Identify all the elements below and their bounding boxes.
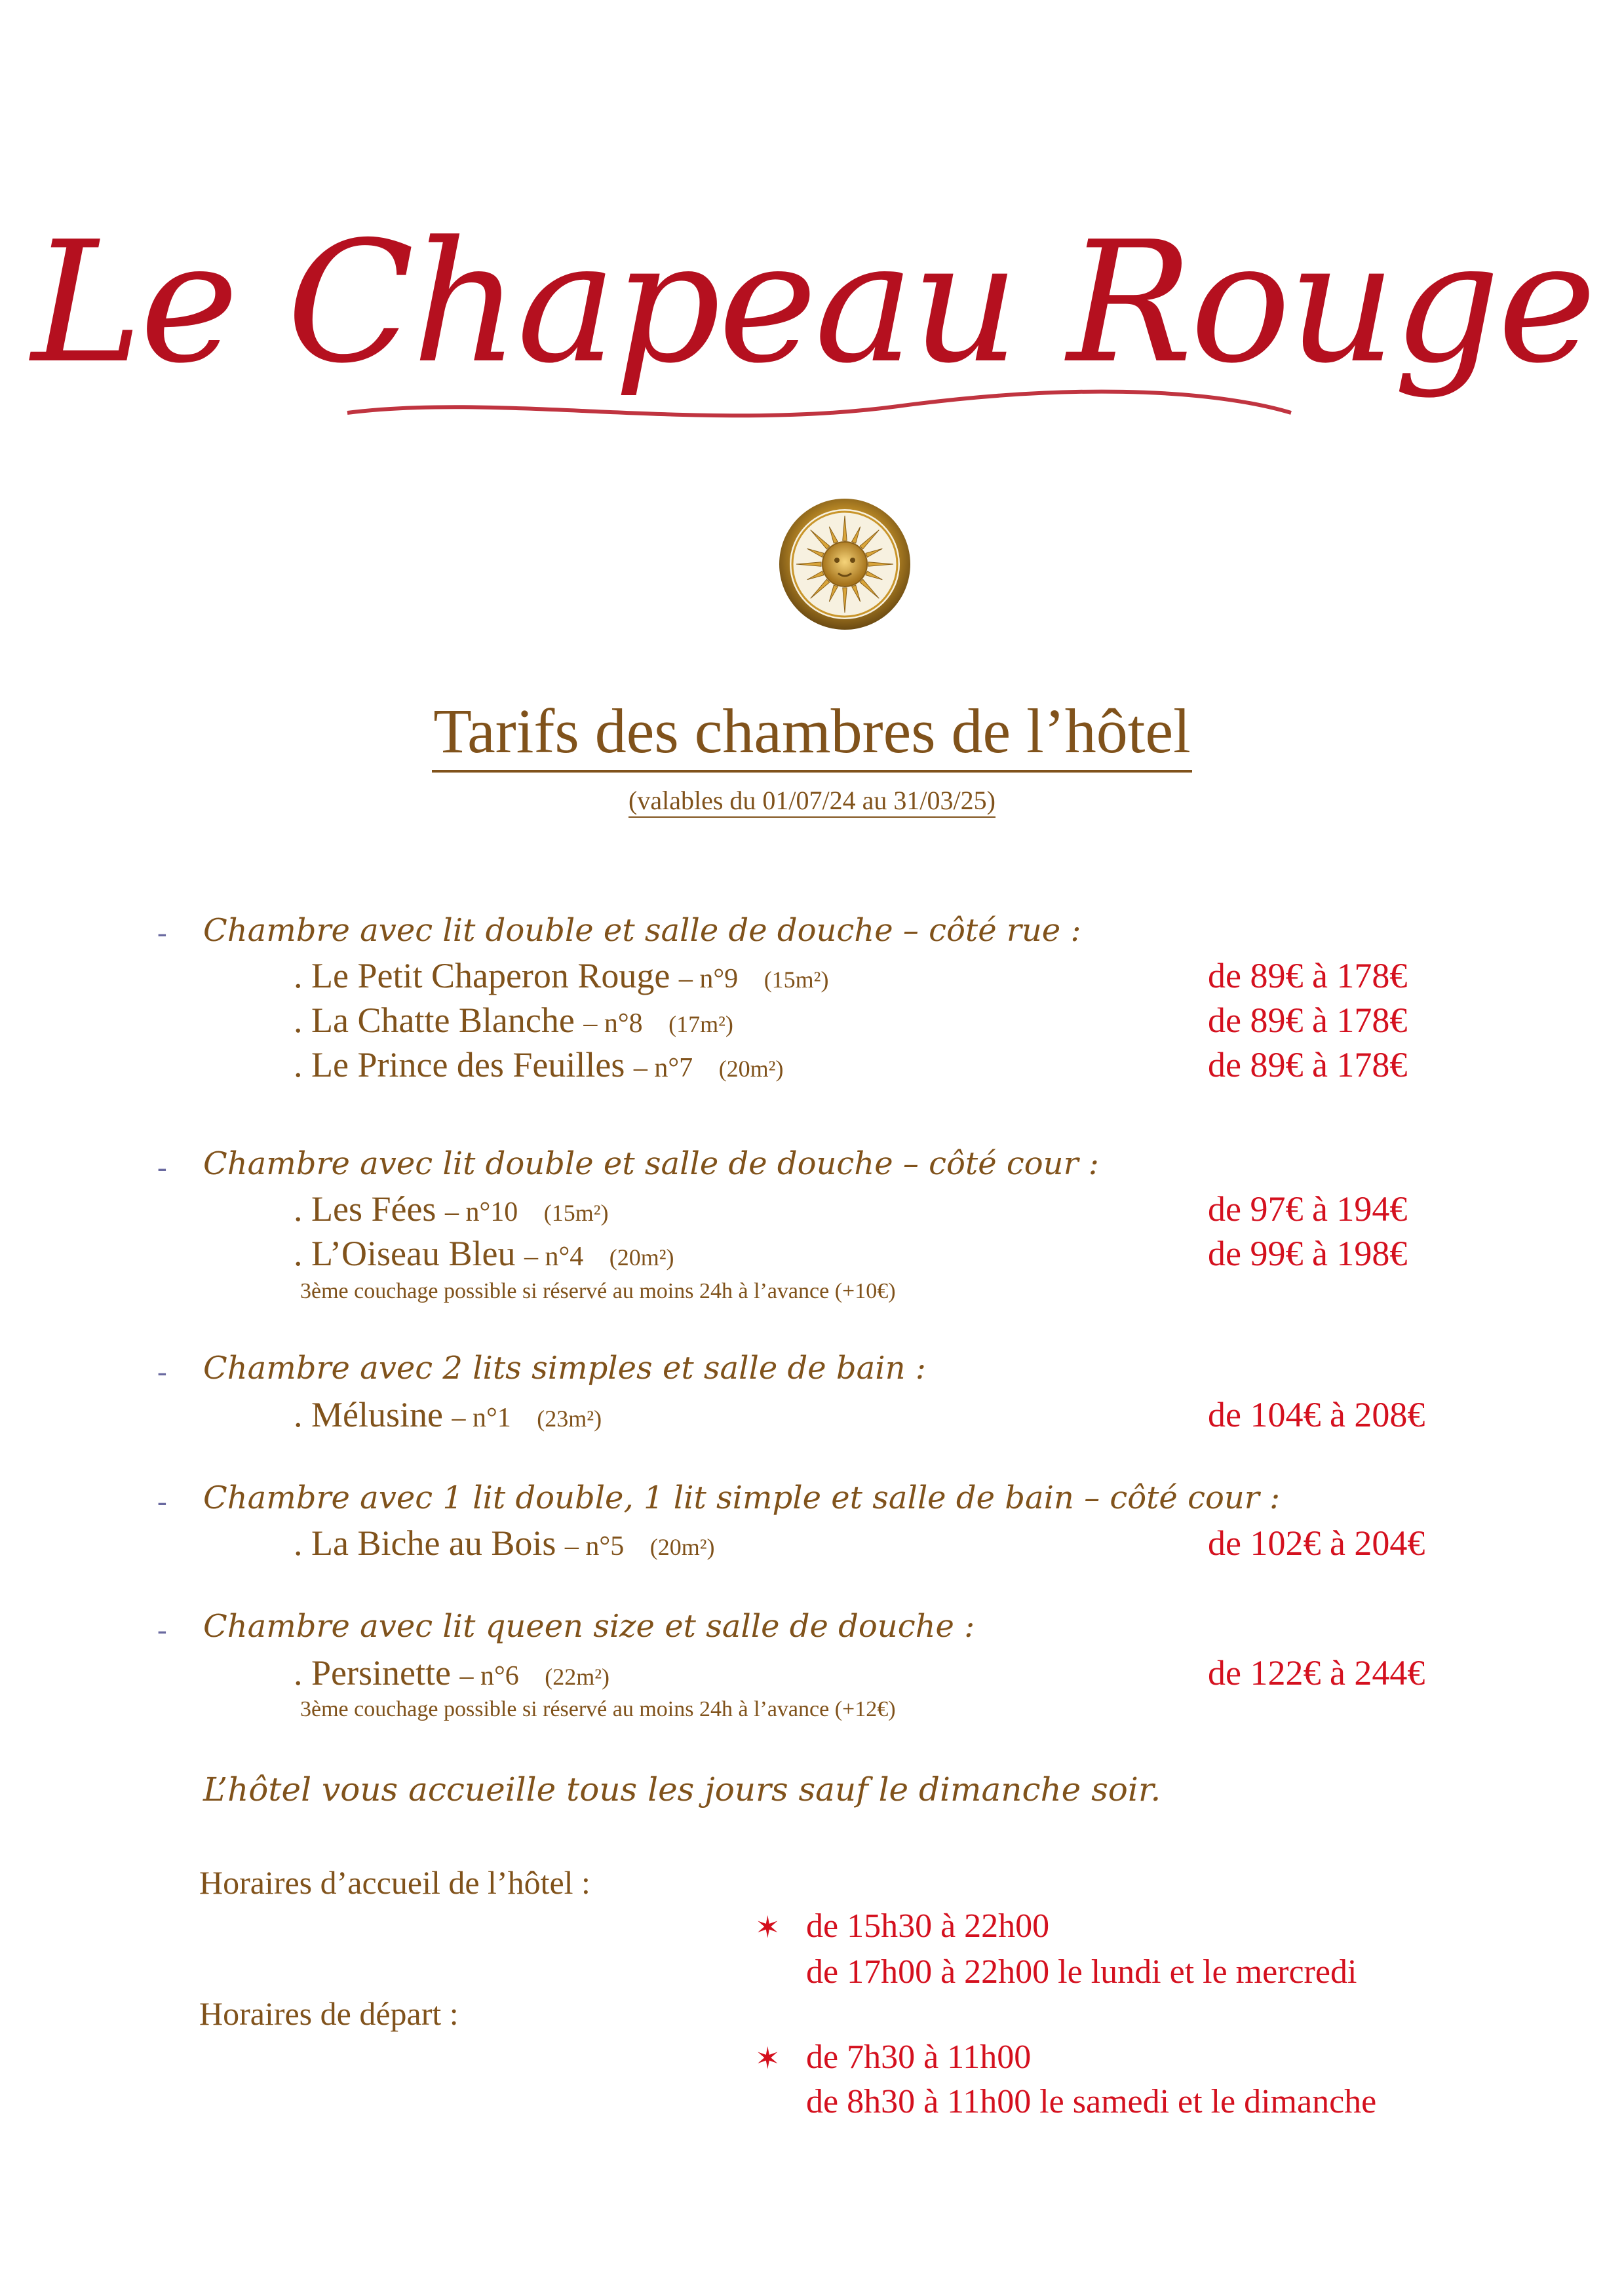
category-label: Chambre avec lit double et salle de douche – côté rue : <box>203 912 1081 949</box>
room-name: . L’Oiseau Bleu <box>294 1234 516 1273</box>
room-row <box>294 1000 733 1041</box>
room-price: de 102€ à 204€ <box>1208 1523 1425 1563</box>
reception-hours-label: Horaires d’accueil de l’hôtel : <box>199 1864 590 1901</box>
page-title: Tarifs des chambres de l’hôtel <box>0 695 1624 767</box>
room-price: de 89€ à 178€ <box>1208 1001 1408 1040</box>
sun-king-emblem-icon <box>775 495 914 634</box>
room-price: de 99€ à 198€ <box>1208 1234 1408 1273</box>
room-area: (15m²) <box>764 966 829 993</box>
star-bullet-icon: ✶ <box>755 2040 781 2076</box>
room-number: – n°10 <box>444 1197 518 1227</box>
room-number: – n°4 <box>524 1242 584 1272</box>
room-row <box>294 955 828 996</box>
departure-hours-label: Horaires de départ : <box>199 1995 459 2032</box>
room-area: (22m²) <box>545 1664 610 1690</box>
star-bullet-icon: ✶ <box>755 1909 781 1945</box>
room-price: de 122€ à 244€ <box>1208 1653 1425 1693</box>
room-price: de 89€ à 178€ <box>1208 956 1408 995</box>
room-name: . Le Prince des Feuilles <box>294 1045 625 1084</box>
bullet-dash: - <box>157 1356 167 1388</box>
departure-hours-line: de 8h30 à 11h00 le samedi et le dimanche <box>806 2083 1377 2120</box>
room-name: . La Chatte Blanche <box>294 1001 575 1040</box>
room-row <box>294 1233 674 1274</box>
room-area: (20m²) <box>649 1534 715 1560</box>
room-area: (20m²) <box>718 1056 784 1082</box>
reception-hours-line: de 15h30 à 22h00 <box>806 1907 1050 1945</box>
extra-bed-note: 3ème couchage possible si réservé au moins 24h à l’avance (+12€) <box>300 1697 896 1721</box>
room-number: – n°1 <box>452 1403 511 1433</box>
bullet-dash: - <box>157 1485 167 1518</box>
category-label: Chambre avec lit queen size et salle de douche : <box>203 1608 975 1645</box>
category-label: Chambre avec lit double et salle de douche – côté cour : <box>203 1145 1099 1182</box>
room-name: . Mélusine <box>294 1395 443 1434</box>
room-number: – n°9 <box>678 964 739 994</box>
room-name: . Les Fées <box>294 1189 436 1229</box>
bullet-dash: - <box>157 1614 167 1646</box>
opening-days-note: L’hôtel vous accueille tous les jours sauf le dimanche soir. <box>203 1770 1161 1808</box>
room-row <box>294 1653 609 1693</box>
room-area: (17m²) <box>668 1011 733 1037</box>
room-price: de 104€ à 208€ <box>1208 1395 1425 1434</box>
room-number: – n°5 <box>564 1531 625 1561</box>
room-price: de 89€ à 178€ <box>1208 1045 1408 1084</box>
extra-bed-note: 3ème couchage possible si réservé au moins 24h à l’avance (+10€) <box>300 1279 896 1303</box>
departure-hours-line: de 7h30 à 11h00 <box>806 2038 1032 2076</box>
room-row <box>294 1044 783 1085</box>
logo-text: Le Chapeau Rouge <box>31 206 1595 400</box>
room-number: – n°7 <box>633 1053 693 1083</box>
room-row <box>294 1394 602 1435</box>
category-label: Chambre avec 2 lits simples et salle de bain : <box>203 1350 926 1387</box>
room-row <box>294 1523 715 1563</box>
room-number: – n°8 <box>583 1008 643 1039</box>
room-name: . La Biche au Bois <box>294 1523 556 1563</box>
room-area: (23m²) <box>537 1406 602 1432</box>
reception-hours-line: de 17h00 à 22h00 le lundi et le mercredi <box>806 1953 1357 1991</box>
room-name: . Le Petit Chaperon Rouge <box>294 956 670 995</box>
hotel-logo <box>31 197 1595 459</box>
room-area: (15m²) <box>543 1200 609 1226</box>
validity-subtitle: (valables du 01/07/24 au 31/03/25) <box>0 785 1624 816</box>
bullet-dash: - <box>157 1151 167 1183</box>
room-name: . Persinette <box>294 1653 451 1693</box>
room-price: de 97€ à 194€ <box>1208 1189 1408 1229</box>
category-label: Chambre avec 1 lit double, 1 lit simple et salle de bain – côté cour : <box>203 1480 1281 1516</box>
room-row <box>294 1189 609 1229</box>
room-area: (20m²) <box>609 1244 674 1271</box>
bullet-dash: - <box>157 917 167 949</box>
room-number: – n°6 <box>459 1661 519 1691</box>
